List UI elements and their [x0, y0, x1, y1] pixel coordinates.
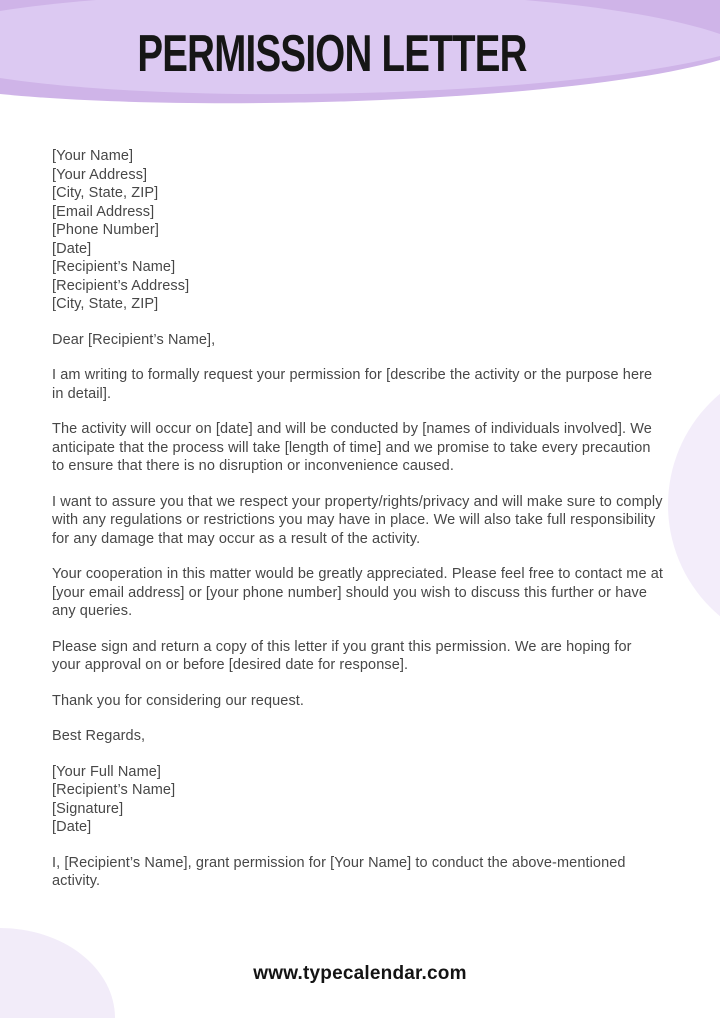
- paragraph-request: I am writing to formally request your permission for [describe the activity or the purpose here in detail].: [52, 367, 653, 402]
- closing-line: Best Regards,: [52, 728, 146, 744]
- sender-address-block: [52, 147, 664, 314]
- address-line: [Recipient’s Address]: [52, 277, 190, 294]
- address-line: [Email Address]: [52, 203, 155, 220]
- address-line: [City, State, ZIP]: [52, 185, 159, 201]
- paragraph-sign-return: Please sign and return a copy of this letter if you grant this permission. We are hoping for your approval on or before [desired date for response].: [52, 638, 632, 673]
- address-line: [Date]: [52, 240, 92, 257]
- signature-line: [Date]: [52, 819, 92, 835]
- thank-you-line: Thank you for considering our request.: [52, 692, 305, 709]
- signature-block: [52, 763, 664, 837]
- paragraph-assurance: I want to assure you that we respect your property/rights/privacy and will make sure to comply with any regulations or restrictions you may have in place. We will also take full responsibility for any damage that may occur as a result of the activity.: [52, 493, 663, 547]
- letter-body: [0, 147, 720, 891]
- page-header: [0, 0, 720, 115]
- grant-statement: I, [Recipient’s Name], grant permission for [Your Name] to conduct the above-mentioned activity.: [52, 854, 626, 889]
- signature-line: [Your Full Name]: [52, 763, 162, 780]
- address-line: [Your Address]: [52, 166, 148, 183]
- address-line: [Recipient’s Name]: [52, 259, 176, 275]
- signature-line: [Signature]: [52, 800, 124, 817]
- paragraph-activity-details: The activity will occur on [date] and will be conducted by [names of individuals involved]. We anticipate that the process will take [length of time] and we promise to take every precaution to ensure that there is no disruption or inconvenience caused.: [52, 421, 652, 474]
- paragraph-cooperation: Your cooperation in this matter would be greatly appreciated. Please feel free to contact me at [your email address] or [your phone number] should you wish to discuss this further or have any queries.: [52, 566, 664, 619]
- salutation: Dear [Recipient’s Name],: [52, 331, 216, 348]
- page-title: PERMISSION LETTER: [137, 25, 527, 83]
- address-line: [Your Name]: [52, 148, 134, 164]
- footer-website: www.typecalendar.com: [253, 963, 467, 984]
- signature-line: [Recipient’s Name]: [52, 782, 176, 798]
- address-line: [Phone Number]: [52, 222, 159, 238]
- address-line: [City, State, ZIP]: [52, 296, 159, 312]
